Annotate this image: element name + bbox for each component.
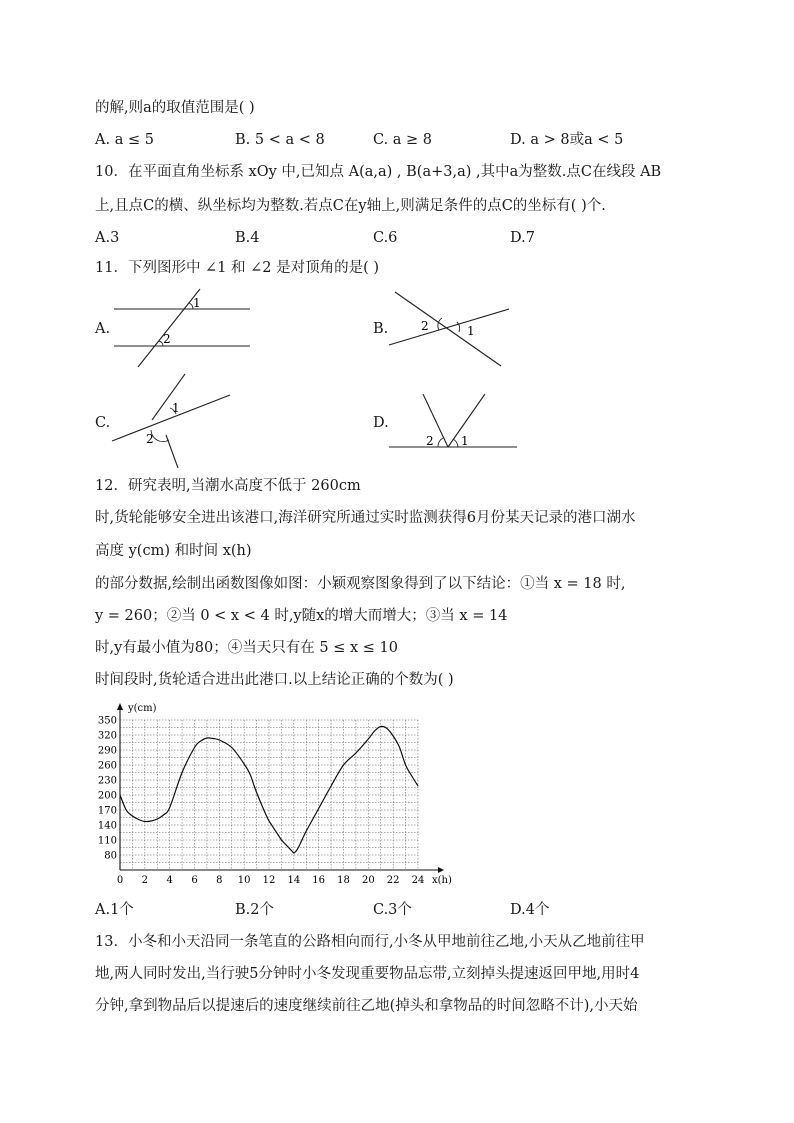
q9-option-a: A. a ≤ 5 [95,132,154,148]
y-tick-label: 290 [97,745,117,757]
q11-d-angle-1: 1 [461,434,469,448]
q10-line-2: 上,且点C的横、纵坐标均为整数.若点C在y轴上,则满足条件的点C的坐标有( )个. [95,198,606,214]
x-tick-label: 14 [287,875,301,886]
y-tick-label: 110 [97,835,117,847]
q13-line-2: 地,两人同时发出,当行驶5分钟时小冬发现重要物品忘带,立刻掉头提速返回甲地,用时4 [95,966,640,982]
y-tick-label: 350 [97,715,117,727]
q11-b-angle-2: 2 [421,319,429,333]
x-tick-label: 16 [312,875,326,886]
y-tick-label: 140 [97,820,117,832]
q12-line-7: 时间段时,货轮适合进出此港口.以上结论正确的个数为( ) [95,672,454,688]
chart-grid [120,720,418,870]
y-tick-label: 230 [97,775,117,787]
x-tick-label: 22 [386,875,400,886]
q11-a-angle-2: 2 [163,332,171,346]
y-tick-label: 200 [97,790,117,802]
q10-option-b: B.4 [235,230,260,246]
q11-b-angle-1: 1 [467,324,475,338]
q11-label-d: D. [373,415,389,431]
q10-option-c: C.6 [373,230,398,246]
q13-line-3: 分钟,拿到物品后以提速后的速度继续前往乙地(掉头和拿物品的时间忽略不计),小天始 [95,998,638,1014]
q11-c-angle-1: 1 [172,401,180,415]
q12-option-d: D.4个 [510,902,550,918]
x-tick-label: 0 [116,875,124,886]
q9-option-c: C. a ≥ 8 [373,132,433,148]
q9-option-d: D. a > 8或a < 5 [510,132,624,148]
q10-line-1: 10．在平面直角坐标系 xOy 中,已知点 A(a,a) , B(a+3,a) ,其中a为整数.点C在线段 AB [95,164,662,180]
x-tick-label: 18 [337,875,350,886]
q12-line-5: y = 260；②当 0 < x < 4 时,y随x的增大而增大；③当 x = 14 [95,608,508,624]
q11-figure-c [108,370,233,470]
x-tick-label: 2 [141,875,149,886]
x-tick-label: 10 [237,875,251,886]
q13-line-1: 13．小冬和小天沿同一条笔直的公路相向而行,小冬从甲地前往乙地,小天从乙地前往甲 [95,934,645,950]
y-tick-label: 80 [104,850,117,862]
x-tick-label: 4 [166,875,173,886]
tide-chart [88,698,458,893]
q11-label-b: B. [373,321,389,337]
q12-option-c: C.3个 [373,902,412,918]
q11-a-angle-1: 1 [193,296,201,310]
q11-label-a: A. [95,321,111,337]
q9-option-b: B. 5 < a < 8 [235,132,325,148]
q11-figure-d [385,390,520,450]
y-tick-label: 170 [97,805,117,817]
chart-x-axis-label: x(h) [432,875,452,886]
q11-stem: 11．下列图形中 ∠1 和 ∠2 是对顶角的是( ) [95,260,380,276]
q10-option-a: A.3 [95,230,120,246]
q12-line-4: 的部分数据,绘制出函数图像如图：小颖观察图象得到了以下结论：①当 x = 18 时, [95,576,626,592]
x-tick-label: 20 [361,875,375,886]
q11-label-c: C. [95,415,111,431]
q12-option-a: A.1个 [95,902,134,918]
y-axis-arrow [117,703,123,710]
chart-ticks [98,716,424,887]
q9-tail: 的解,则a的取值范围是( ) [95,100,255,116]
x-tick-label: 12 [262,875,276,886]
q12-line-6: 时,y有最小值为80；④当天只有在 5 ≤ x ≤ 10 [95,640,398,656]
y-tick-label: 260 [97,760,117,772]
q11-d-angle-2: 2 [426,434,434,448]
x-tick-label: 8 [216,875,223,886]
q11-figure-b [385,285,515,370]
q11-c-angle-2: 2 [146,432,154,446]
q11-figure-a [108,285,258,370]
q12-line-3: 高度 y(cm) 和时间 x(h) [95,543,252,559]
q12-line-2: 时,货轮能够安全进出该港口,海洋研究所通过实时监测获得6月份某天记录的港口湖水 [95,510,636,526]
x-tick-label: 24 [411,875,425,886]
q12-line-1: 12．研究表明,当潮水高度不低于 260cm [95,478,361,494]
x-axis-arrow [438,867,444,873]
q12-option-b: B.2个 [235,902,274,918]
y-tick-label: 320 [97,730,117,742]
chart-y-axis-label: y(cm) [128,703,157,714]
x-tick-label: 6 [191,875,198,886]
q10-option-d: D.7 [510,230,535,246]
